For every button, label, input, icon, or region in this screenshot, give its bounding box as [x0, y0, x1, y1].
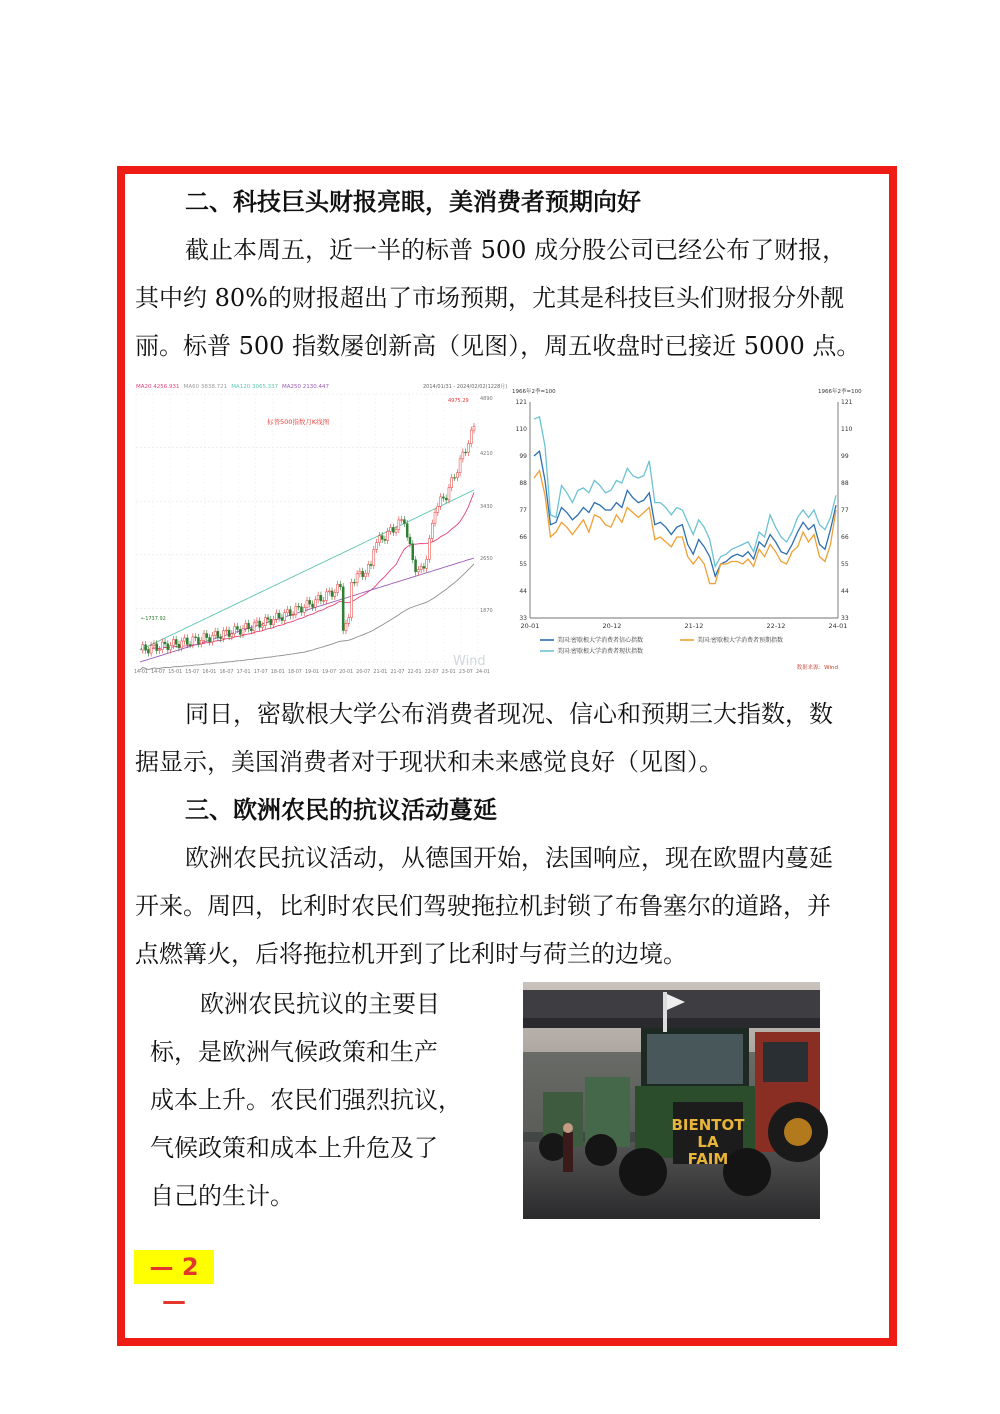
candle-body [178, 644, 180, 648]
candle-body [172, 639, 174, 645]
candle-body [387, 531, 389, 540]
section2-heading: 二、科技巨头财报亮眼，美消费者预期向好 [185, 187, 641, 216]
chart-background [508, 384, 858, 676]
candle-body [284, 613, 286, 621]
candle-body [306, 600, 308, 607]
y-tick-label: 3430 [480, 504, 493, 510]
candle-body [442, 497, 444, 498]
text-line: 丽。标普 500 指数屡创新高（见图），周五收盘时已接近 5000 点。 [135, 332, 861, 360]
x-tick-label: 22-12 [766, 622, 786, 630]
candle-body [203, 634, 205, 641]
candle-body [473, 427, 475, 430]
candle-body [401, 520, 403, 521]
candle-body [225, 630, 227, 631]
text-line: 其中约 80%的财报超出了市场预期，尤其是科技巨头们财报分外靓 [135, 284, 844, 312]
candle-body [197, 638, 199, 644]
x-tick-label: 16-01 [202, 670, 217, 675]
candle-body [451, 478, 453, 488]
chart-title: 标普500指数月K线图 [267, 418, 330, 426]
y-tick-label-right: 121 [841, 399, 853, 406]
section2-paragraph [135, 226, 870, 274]
candle-body [206, 634, 208, 638]
candle-body [423, 566, 425, 568]
candle-body [395, 530, 397, 533]
kline-svg [133, 380, 508, 680]
y-tick-label-left: 99 [519, 453, 527, 460]
y-tick-label-right: 88 [841, 480, 849, 487]
candle-body [239, 629, 241, 634]
candle-body [353, 582, 355, 583]
candle-body [259, 621, 261, 627]
x-tick-label: 17-01 [236, 670, 251, 675]
candle-body [470, 430, 472, 444]
sign-text-2: LA [697, 1133, 719, 1151]
candle-body [150, 646, 152, 653]
y-axis-unit-right: 1966年2季=100 [818, 389, 862, 395]
y-tick-label: 4210 [480, 451, 493, 457]
sp500-kline-chart [133, 380, 508, 680]
candle-body [376, 543, 378, 550]
candle-body [273, 619, 275, 624]
candle-body [465, 452, 467, 453]
candle-body [267, 618, 269, 620]
ma-label: MA20 4256.931 [136, 384, 180, 390]
x-tick-label: 21-12 [684, 622, 704, 630]
x-tick-label: 21-01 [373, 670, 388, 675]
candle-body [248, 623, 250, 628]
candle-body [434, 512, 436, 523]
candle-body [337, 584, 339, 592]
candle-body [417, 570, 419, 572]
candle-body [314, 600, 316, 607]
candle-body [445, 498, 447, 500]
date-range-label: 2014/01/31 - 2024/02/02(1228月) [423, 384, 508, 390]
candle-body [142, 645, 144, 650]
x-tick-label: 18-01 [270, 670, 285, 675]
candle-body [320, 595, 322, 600]
candle-body [351, 582, 353, 617]
candle-body [459, 459, 461, 473]
x-tick-label: 20-01 [520, 622, 540, 630]
x-tick-label: 17-07 [253, 670, 268, 675]
sign-text-1: BIENTOT [671, 1116, 745, 1134]
candle-body [156, 644, 158, 651]
michigan-index-chart [508, 384, 862, 676]
candle-body [287, 610, 289, 613]
candle-body [348, 618, 350, 624]
x-tick-label: 21-07 [390, 670, 405, 675]
candle-body [342, 587, 344, 631]
candle-body [317, 595, 319, 599]
candle-body [428, 539, 430, 560]
candle-body [192, 637, 194, 645]
x-tick-label: 22-07 [424, 670, 439, 675]
candle-body [289, 610, 291, 616]
x-tick-label: 23-01 [441, 670, 456, 675]
y-tick-label-right: 110 [841, 426, 853, 433]
x-tick-label: 19-01 [305, 670, 319, 675]
candle-body [158, 650, 160, 651]
candle-body [345, 623, 347, 630]
y-tick-label-right: 66 [841, 534, 849, 541]
text-line: 截止本周五，近一半的标普 500 成分股公司已经公布了财报， [185, 236, 847, 264]
y-tick-label-right: 33 [841, 615, 849, 622]
candle-body [323, 601, 325, 602]
y-tick-label: 4890 [480, 396, 493, 402]
x-tick-label: 15-01 [168, 670, 183, 675]
candle-body [264, 618, 266, 626]
candle-body [467, 444, 469, 453]
candle-body [298, 606, 300, 607]
candle-body [403, 520, 405, 524]
text-line: 同日，密歇根大学公布消费者现况、信心和预期三大指数，数 [185, 700, 833, 728]
candle-body [398, 520, 400, 530]
x-tick-label: 20-01 [339, 670, 354, 675]
candle-body [328, 591, 330, 592]
last-value-label: 4975.29 [448, 398, 469, 404]
candle-body [454, 478, 456, 479]
x-tick-label: 19-07 [322, 670, 337, 675]
candle-body [184, 638, 186, 641]
x-tick-label: 24-01 [828, 622, 848, 630]
candle-body [437, 506, 439, 512]
candle-body [440, 497, 442, 506]
candle-body [359, 571, 361, 573]
x-tick-label: 14-01 [134, 670, 148, 675]
sign-text-3: FAIM [687, 1150, 729, 1168]
candle-body [370, 564, 372, 565]
watermark: Wind [453, 654, 486, 669]
candle-body [420, 566, 422, 569]
candle-body [211, 635, 213, 641]
candle-body [270, 619, 272, 624]
x-tick-label: 20-07 [356, 670, 371, 675]
y-tick-label: 1870 [480, 608, 493, 614]
y-tick-label-left: 88 [519, 480, 527, 487]
page-number: — 2 — [134, 1250, 214, 1284]
y-tick-label-right: 77 [841, 507, 849, 514]
text-line: 欧洲农民抗议活动，从德国开始，法国响应，现在欧盟内蔓延 [185, 844, 833, 872]
text-line: 据显示，美国消费者对于现状和未来感觉良好（见图）。 [135, 748, 723, 776]
candle-body [390, 527, 392, 531]
low-value-label: ←1737.92 [141, 616, 166, 622]
candle-body [145, 645, 147, 651]
candle-body [236, 627, 238, 630]
candle-body [409, 537, 411, 544]
candle-body [300, 607, 302, 613]
candle-body [367, 564, 369, 573]
candle-body [200, 640, 202, 644]
text-line: 标，是欧洲气候政策和生产 [150, 1038, 438, 1066]
y-tick-label-right: 44 [841, 588, 849, 595]
tractor-protest-photo [523, 982, 820, 1219]
candle-body [245, 623, 247, 628]
candle-body [415, 560, 417, 572]
candle-body [325, 592, 327, 601]
x-tick-label: 16-07 [219, 670, 234, 675]
candle-body [217, 631, 219, 637]
candle-body [189, 644, 191, 645]
ma-label: MA60 3838.721 [183, 384, 228, 390]
candle-body [312, 604, 314, 607]
candle-body [228, 630, 230, 636]
candle-body [309, 600, 311, 604]
y-tick-label-left: 33 [519, 615, 527, 622]
section3-heading: 三、欧洲农民的抗议活动蔓延 [185, 795, 497, 824]
candle-body [356, 574, 358, 583]
candle-body [339, 584, 341, 586]
candle-body [195, 637, 197, 638]
y-tick-label-left: 121 [515, 399, 527, 406]
candle-body [153, 644, 155, 646]
candle-body [278, 613, 280, 618]
legend-label: 美国:密歇根大学消费者预期指数 [697, 637, 784, 644]
candle-body [170, 645, 172, 649]
candle-body [392, 527, 394, 532]
candle-body [250, 629, 252, 631]
michigan-svg [508, 384, 862, 676]
candle-body [381, 536, 383, 540]
x-tick-label: 18-07 [287, 670, 302, 675]
candle-body [275, 613, 277, 619]
y-tick-label-left: 55 [519, 561, 527, 568]
legend-label: 美国:密歇根大学消费者信心指数 [557, 637, 644, 644]
candle-body [220, 637, 222, 638]
candle-body [164, 642, 166, 644]
candle-body [167, 644, 169, 650]
candle-body [292, 615, 294, 616]
candle-body [431, 523, 433, 538]
candle-body [231, 634, 233, 637]
candle-body [175, 639, 177, 644]
y-tick-label-right: 99 [841, 453, 849, 460]
candle-body [253, 623, 255, 631]
candle-body [281, 618, 283, 621]
candle-body [456, 473, 458, 478]
y-tick-label-left: 44 [519, 588, 527, 595]
candle-body [214, 631, 216, 635]
candle-body [161, 642, 163, 650]
candle-body [223, 631, 225, 639]
y-tick-label-left: 77 [519, 507, 527, 514]
candle-body [303, 608, 305, 613]
candle-body [448, 488, 450, 500]
y-tick-label-left: 110 [515, 426, 527, 433]
text-line: 气候政策和成本上升危及了 [150, 1134, 438, 1162]
candle-body [364, 573, 366, 576]
text-line: 欧洲农民抗议的主要目 [200, 990, 440, 1018]
x-tick-label: 14-07 [151, 670, 166, 675]
x-tick-label: 22-01 [407, 670, 422, 675]
x-tick-label: 23-07 [458, 670, 473, 675]
candle-body [462, 452, 464, 459]
x-tick-label: 24-01 [476, 670, 490, 675]
y-tick-label-left: 66 [519, 534, 527, 541]
photo-svg [523, 982, 820, 1219]
candle-body [242, 628, 244, 634]
source-label: 数据来源：Wind [796, 665, 838, 671]
text-line: 自己的生计。 [150, 1182, 294, 1210]
text-line: 成本上升。农民们强烈抗议， [150, 1086, 462, 1114]
candle-body [295, 606, 297, 614]
candle-body [378, 536, 380, 543]
candle-body [147, 650, 149, 653]
legend-label: 美国:密歇根大学消费者现状指数 [557, 648, 644, 655]
ma-label: MA120 3065.337 [231, 384, 279, 390]
candle-body [181, 641, 183, 648]
candle-body [261, 626, 263, 628]
ma-label: MA250 2130.447 [282, 384, 329, 390]
candle-body [209, 638, 211, 642]
candle-body [406, 524, 408, 538]
x-tick-label: 15-07 [185, 670, 200, 675]
candle-body [373, 549, 375, 565]
y-axis-unit-left: 1966年2季=100 [512, 389, 556, 395]
candle-body [384, 539, 386, 540]
candle-body [334, 592, 336, 596]
candle-body [426, 559, 428, 568]
candle-body [186, 638, 188, 645]
y-tick-label-right: 55 [841, 561, 849, 568]
candle-body [331, 591, 333, 596]
x-tick-label: 20-12 [602, 622, 622, 630]
candle-body [234, 627, 236, 634]
candle-body [256, 621, 258, 623]
text-line: 开来。周四，比利时农民们驾驶拖拉机封锁了布鲁塞尔的道路，并 [135, 892, 831, 920]
text-line: 点燃篝火，后将拖拉机开到了比利时与荷兰的边境。 [135, 940, 687, 968]
candle-body [412, 544, 414, 560]
candle-body [362, 571, 364, 576]
y-tick-label: 2650 [480, 556, 493, 562]
